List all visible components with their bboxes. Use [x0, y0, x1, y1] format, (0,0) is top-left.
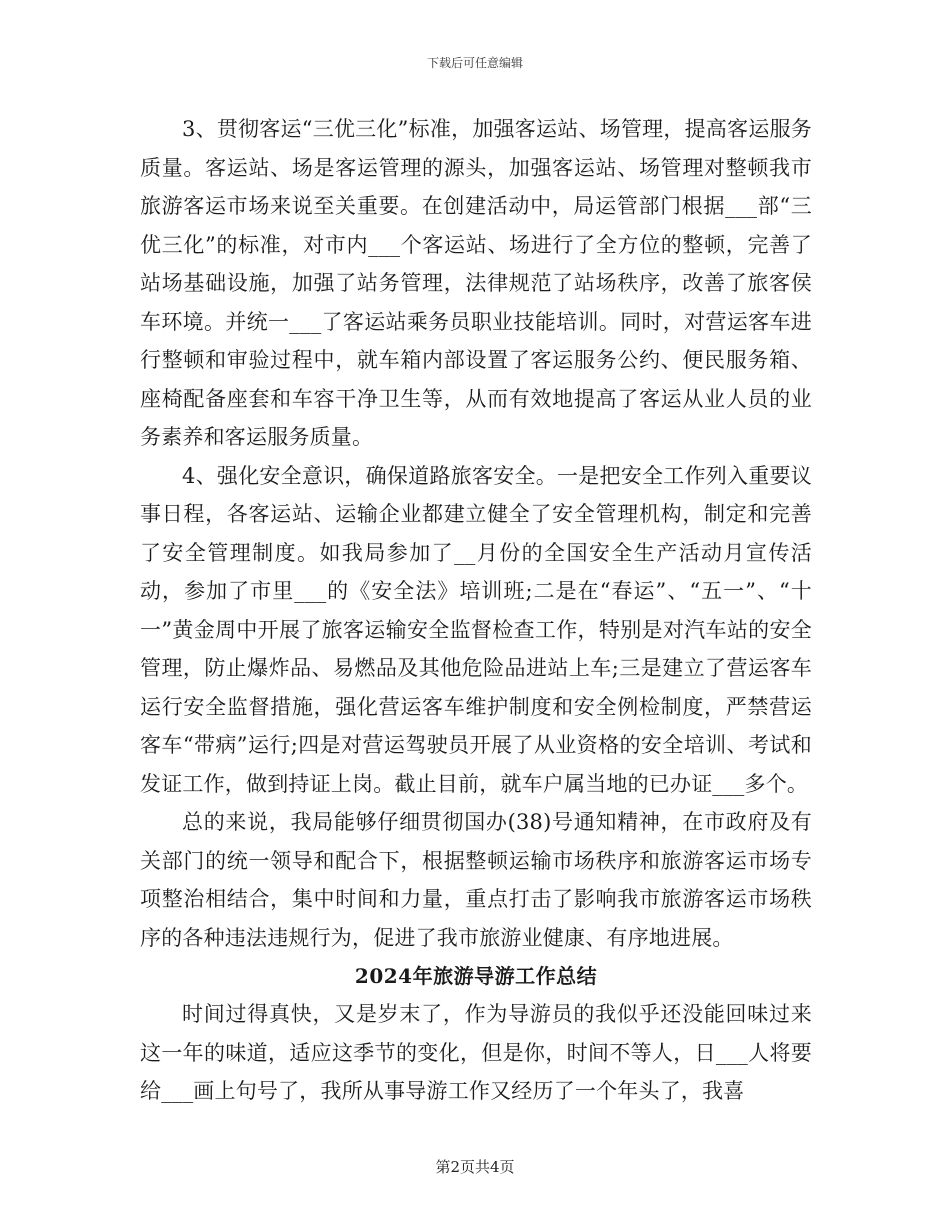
paragraph-safety: 4、强化安全意识，确保道路旅客安全。一是把安全工作列入重要议事日程，各客运站、运输企业都建立健全了安全管理机构，制定和完善了安全管理制度。如我局参加了__月份的全国安全生产活动月宣传活动，参加了市里___的《安全法》培训班;二是在“春运”、“五一”、“十一”黄金周中开展了旅客运输安全监督检查工作，特别是对汽车站的安全管理，防止爆炸品、易燃品及其他危险品进站上车;三是建立了营运客车运行安全监督措施，强化营运客车维护制度和安全例检制度，严禁营运客车“带病”运行;四是对营运驾驶员开展了从业资格的安全培训、考试和发证工作，做到持证上岗。截止目前，就车户属当地的已办证___多个。	[140, 463, 812, 796]
document-body	[140, 110, 812, 1111]
paragraph-passenger-station: 3、贯彻客运“三优三化”标准，加强客运站、场管理，提高客运服务质量。客运站、场是客运管理的源头，加强客运站、场管理对整顿我市旅游客运市场来说至关重要。在创建活动中，局运管部门根据___部“三优三化”的标准，对市内___个客运站、场进行了全方位的整顿，完善了站场基础设施，加强了站务管理，法律规范了站场秩序，改善了旅客侯车环境。并统一___了客运站乘务员职业技能培训。同时，对营运客车进行整顿和审验过程中，就车箱内部设置了客运服务公约、便民服务箱、座椅配备座套和车容干净卫生等，从而有效地提高了客运从业人员的业务素养和客运服务质量。	[140, 117, 812, 449]
section-title: 2024年旅游导游工作总结	[354, 964, 598, 988]
paragraph-summary: 总的来说，我局能够仔细贯彻国办(38)号通知精神，在市政府及有关部门的统一领导和配合下，根据整顿运输市场秩序和旅游客运市场专项整治相结合，集中时间和力量，重点打击了影响我市旅游客运市场秩序的各种违法违规行为，促进了我市旅游业健康、有序地进展。	[140, 810, 812, 950]
page-number: 第2页共4页	[435, 1158, 515, 1176]
header-note: 下载后可任意编辑	[426, 56, 523, 70]
paragraph-guide-intro: 时间过得真快，又是岁末了，作为导游员的我似乎还没能回味过来这一年的味道，适应这季节的变化，但是你，时间不等人，日___人将要给___画上句号了，我所从事导游工作又经历了一个年头了，我喜	[140, 1002, 812, 1103]
